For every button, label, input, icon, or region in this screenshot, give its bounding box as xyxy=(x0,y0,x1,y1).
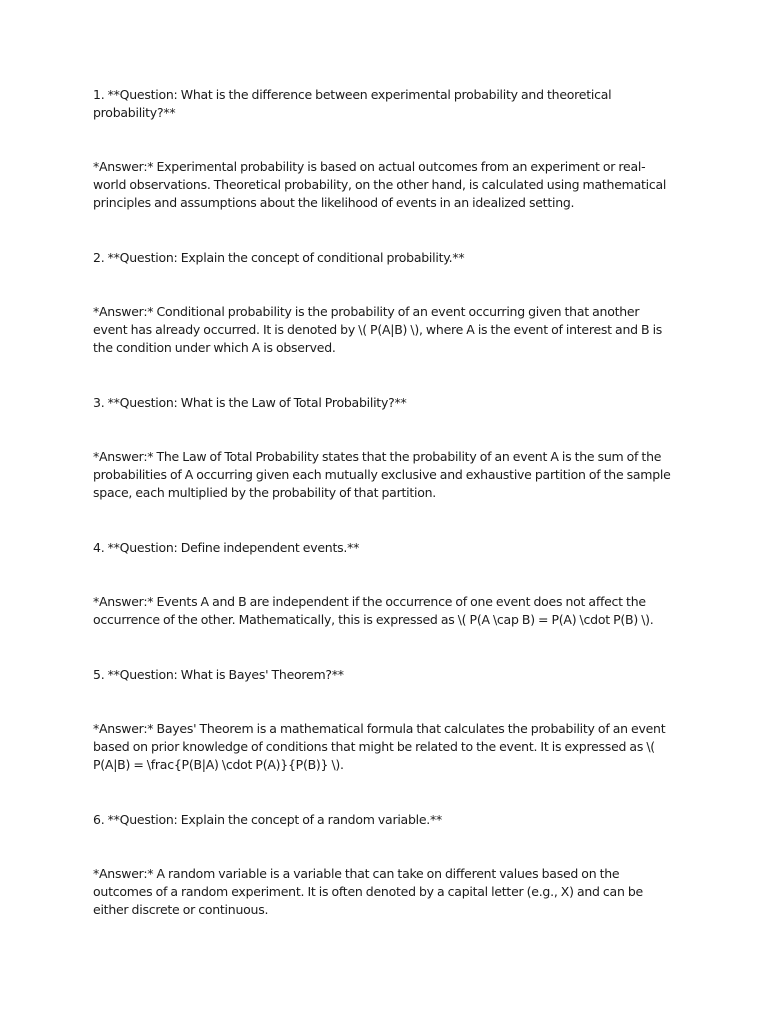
qa-item-1 xyxy=(93,86,676,212)
question-3: 3. **Question: What is the Law of Total Probability?** xyxy=(93,395,407,410)
qa-item-5 xyxy=(93,666,676,774)
answer-3: *Answer:* The Law of Total Probability states that the probability of an event A is the sum of the probabilities of A occurring given each mutually exclusive and exhaustive partition of the sample space, each multiplied by the probability of that partition. xyxy=(93,449,671,500)
answer-5: *Answer:* Bayes' Theorem is a mathematical formula that calculates the probability of an event based on prior knowledge of conditions that might be related to the event. It is expressed as \( P(A|B) = \frac{P(B|A) \cdot P(A)}{P(B)} \). xyxy=(93,721,666,772)
question-6: 6. **Question: Explain the concept of a random variable.** xyxy=(93,812,443,827)
qa-item-3 xyxy=(93,394,676,502)
question-2: 2. **Question: Explain the concept of conditional probability.** xyxy=(93,250,465,265)
answer-4: *Answer:* Events A and B are independent if the occurrence of one event does not affect the occurrence of the other. Mathematically, this is expressed as \( P(A \cap B) = P(A) \cdot P(B) \). xyxy=(93,594,654,627)
qa-item-4 xyxy=(93,539,676,629)
qa-item-6 xyxy=(93,811,676,919)
answer-6: *Answer:* A random variable is a variable that can take on different values based on the outcomes of a random experiment. It is often denoted by a capital letter (e.g., X) and can be either discrete or continuous. xyxy=(93,866,643,917)
question-1: 1. **Question: What is the difference between experimental probability and theoretical probability?** xyxy=(93,87,612,120)
answer-1: *Answer:* Experimental probability is based on actual outcomes from an experiment or real-world observations. Theoretical probability, on the other hand, is calculated using mathematical principles and assumptions about the likelihood of events in an idealized setting. xyxy=(93,159,667,210)
qa-item-2 xyxy=(93,249,676,357)
answer-2: *Answer:* Conditional probability is the probability of an event occurring given that another event has already occurred. It is denoted by \( P(A|B) \), where A is the event of interest and B is the condition under which A is observed. xyxy=(93,304,663,355)
question-4: 4. **Question: Define independent events.** xyxy=(93,540,360,555)
question-5: 5. **Question: What is Bayes' Theorem?** xyxy=(93,667,344,682)
